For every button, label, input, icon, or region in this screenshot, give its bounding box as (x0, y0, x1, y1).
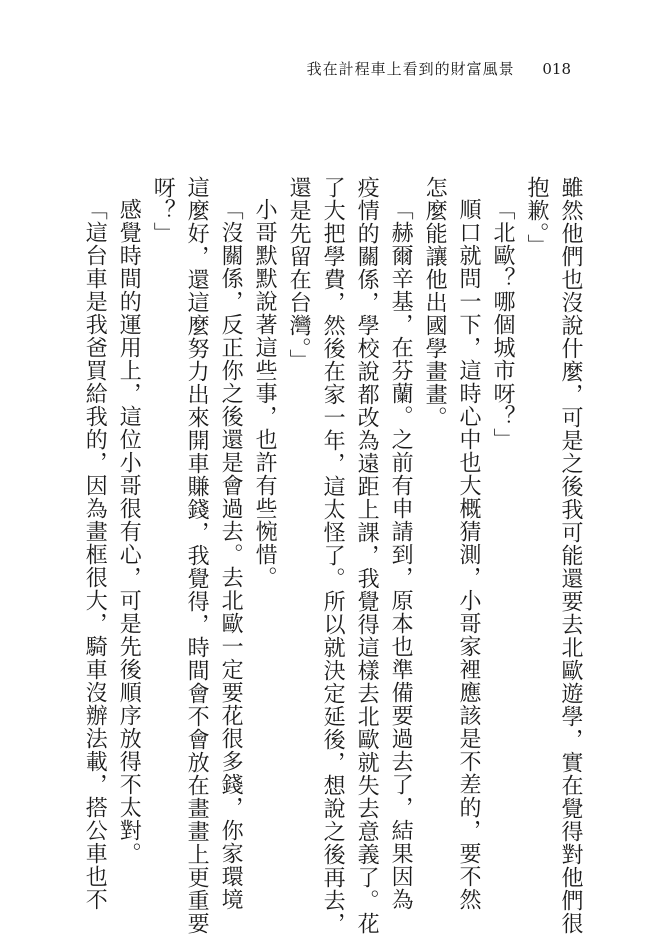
text-line: 「沒關係，反正你之後還是會過去。去北歐一定要花很多錢，你家環境 (218, 198, 244, 911)
text-line: 順口就問一下，這時心中也大概猜測，小哥家裡應該是不差的，要不然 (456, 198, 482, 911)
body-text (82, 176, 587, 935)
text-line: 了大把學費，然後在家一年，這太怪了。所以就決定延後，想說之後再去， (320, 176, 346, 935)
text-line: 感覺時間的運用上，這位小哥很有心，可是先後順序放得不太對。 (116, 198, 142, 865)
text-line: 「北歐？哪個城市呀？」 (490, 198, 516, 451)
text-line: 怎麼能讓他出國學畫畫。 (422, 176, 448, 429)
text-line: 疫情的關係，學校說都改為遠距上課，我覺得這樣去北歐就失去意義了。花 (354, 176, 380, 935)
text-line: 雖然他們也沒說什麼，可是之後我可能還要去北歐遊學，實在覺得對他們很 (558, 176, 583, 935)
text-line: 小哥默默說著這些事，也許有些惋惜。 (252, 198, 278, 589)
running-header (307, 58, 571, 79)
text-line: 「這台車是我爸買給我的，因為畫框很大，騎車沒辦法載，搭公車也不 (82, 198, 108, 911)
text-line: 這麼好，還這麼努力出來開車賺錢，我覺得，時間會不會放在畫畫上更重要 (184, 176, 210, 935)
text-line: 還是先留在台灣。」 (286, 176, 312, 372)
running-title: 我在計程車上看到的財富風景 (306, 60, 515, 78)
page-number: 018 (542, 60, 571, 78)
text-line: 抱歉。」 (524, 176, 550, 257)
text-line: 呀？」 (150, 176, 176, 245)
text-line: 「赫爾辛基，在芬蘭。之前有申請到，原本也準備要過去了，結果因為 (388, 198, 414, 911)
